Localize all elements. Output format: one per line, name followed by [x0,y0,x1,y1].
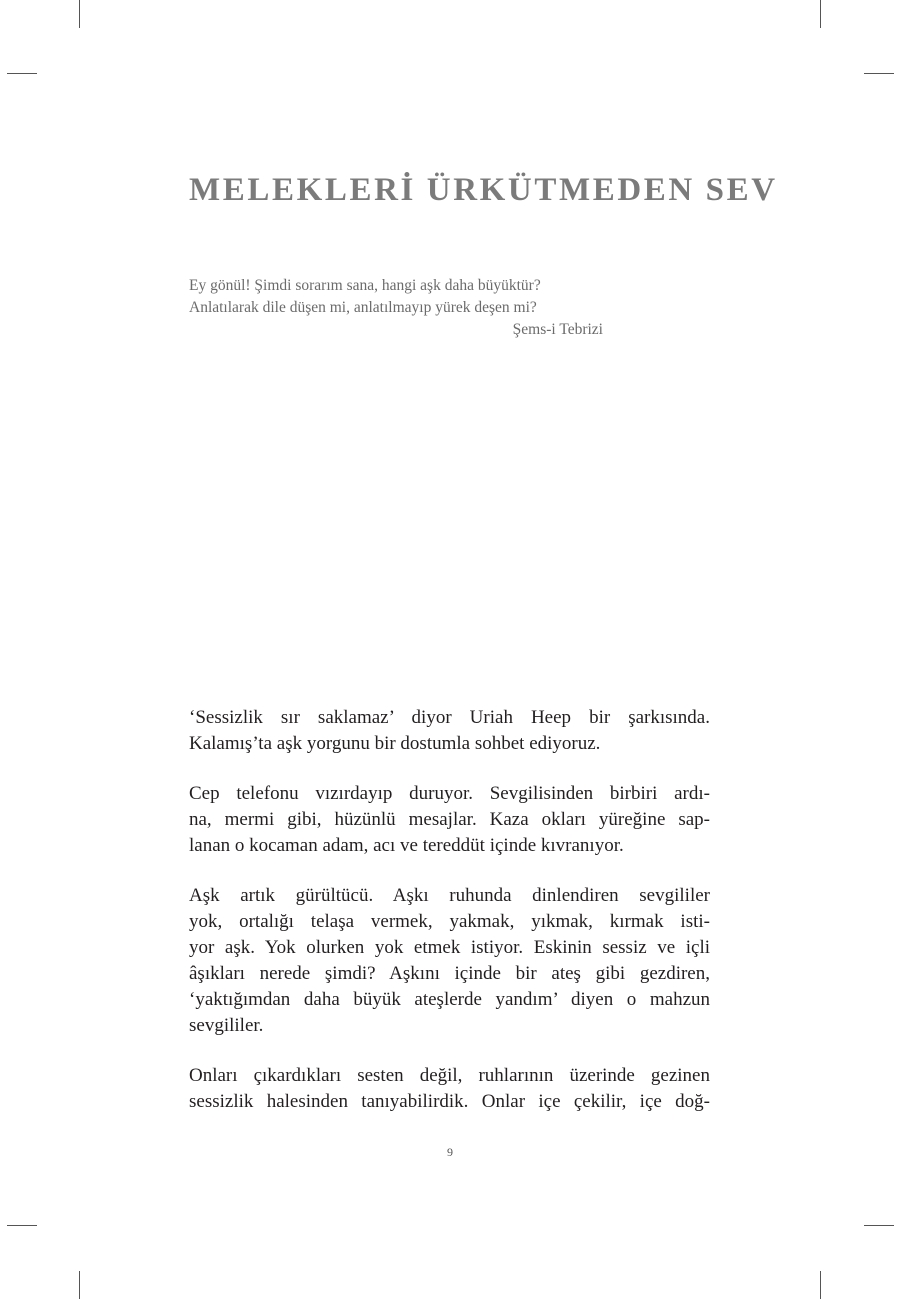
chapter-body [189,705,710,1139]
text-line: Aşk artık gürültücü. Aşkı ruhunda dinlendiren sevgililer [189,885,710,906]
crop-mark-left-bottom [7,1225,37,1226]
chapter-title: MELEKLERİ ÜRKÜTMEDEN SEV [189,172,778,208]
paragraph [189,781,710,859]
paragraph [189,705,710,757]
text-line: âşıkları nerede şimdi? Aşkını içinde bir ateş gibi gezdiren, [189,963,710,984]
text-line: ‘yaktığımdan daha büyük ateşlerde yandım’ diyen o mahzun [189,989,710,1010]
crop-mark-right-top [864,73,894,74]
crop-mark-bottom-right [820,1271,821,1299]
text-line: sevgililer. [189,1015,264,1036]
paragraph [189,883,710,1039]
crop-mark-top-left [79,0,80,28]
epigraph-attribution: Şems-i Tebrizi [512,321,603,338]
crop-mark-top-right [820,0,821,28]
text-line: Kalamış’ta aşk yorgunu bir dostumla sohbet ediyoruz. [189,733,601,754]
page-number: 9 [447,1145,453,1159]
crop-mark-left-top [7,73,37,74]
text-line: sessizlik halesinden tanıyabilirdik. Onlar içe çekilir, içe doğ- [189,1091,710,1112]
epigraph [189,275,603,341]
crop-mark-right-bottom [864,1225,894,1226]
text-line: yor aşk. Yok olurken yok etmek istiyor. Eskinin sessiz ve içli [189,937,710,958]
text-line: na, mermi gibi, hüzünlü mesajlar. Kaza okları yüreğine sap- [189,809,710,830]
paragraph [189,1063,710,1115]
epigraph-line: Ey gönül! Şimdi sorarım sana, hangi aşk daha büyüktür? [189,277,541,294]
crop-mark-bottom-left [79,1271,80,1299]
text-line: lanan o kocaman adam, acı ve tereddüt içinde kıvranıyor. [189,835,624,856]
epigraph-line: Anlatılarak dile düşen mi, anlatılmayıp yürek deşen mi? [189,299,537,316]
text-line: Onları çıkardıkları sesten değil, ruhlarının üzerinde gezinen [189,1065,710,1086]
text-line: ‘Sessizlik sır saklamaz’ diyor Uriah Heep bir şarkısında. [189,707,710,728]
text-line: Cep telefonu vızırdayıp duruyor. Sevgilisinden birbiri ardı- [189,783,710,804]
text-line: yok, ortalığı telaşa vermek, yakmak, yıkmak, kırmak isti- [189,911,710,932]
